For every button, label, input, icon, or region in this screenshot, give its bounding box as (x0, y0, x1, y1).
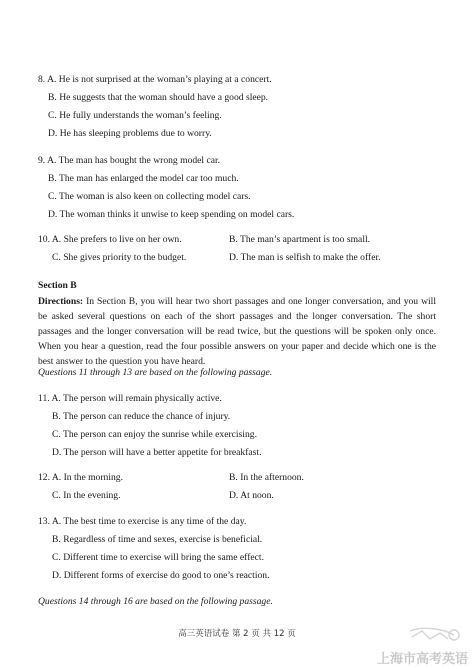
page-footer: 高三英语试卷 第 2 页 共 12 页 (178, 629, 296, 639)
q10-option-b: B. The man’s apartment is too small. (229, 234, 371, 245)
q13-option-b: B. Regardless of time and sexes, exercise is beneficial. (52, 534, 263, 545)
directions-text: In Section B, you will hear two short passages and one longer conversation, and you will be asked several questions on each of the short passages and the longer conversation. The short passages and the longer conversation will be read twice, but the questions will be spoken only once. When you hear a question, read the four possible answers on your paper and decide which one is the best answer to the question you have heard. (38, 296, 436, 367)
q13-option-c: C. Different time to exercise will bring the same effect. (52, 552, 264, 563)
directions-label: Directions: (38, 296, 84, 307)
section-b-title: Section B (38, 280, 77, 291)
section-b-directions (38, 294, 436, 369)
q8-option-a: 8. A. He is not surprised at the woman’s playing at a concert. (38, 74, 272, 85)
watermark-text: 上海市高考英语 (376, 652, 468, 667)
q10-option-a: 10. A. She prefers to live on her own. (38, 234, 182, 245)
q8-option-c: C. He fully understands the woman’s feeling. (48, 110, 222, 121)
q11-option-a: 11. A. The person will remain physically active. (38, 393, 222, 404)
q10-option-d: D. The man is selfish to make the offer. (229, 252, 381, 263)
watermark-logo (350, 625, 470, 667)
q13-option-d: D. Different forms of exercise do good to one’s reaction. (52, 570, 270, 581)
q8-option-d: D. He has sleeping problems due to worry. (48, 128, 212, 139)
q12-option-b: B. In the afternoon. (229, 472, 304, 483)
q9-option-a: 9. A. The man has bought the wrong model car. (38, 155, 221, 166)
instruction-11-13: Questions 11 through 13 are based on the following passage. (38, 367, 273, 378)
q12-option-a: 12. A. In the morning. (38, 472, 124, 483)
q8-option-b: B. He suggests that the woman should have a good sleep. (48, 92, 269, 103)
instruction-14-16: Questions 14 through 16 are based on the following passage. (38, 596, 273, 607)
q12-option-d: D. At noon. (229, 490, 274, 501)
q11-option-b: B. The person can reduce the chance of injury. (52, 411, 231, 422)
q9-option-b: B. The man has enlarged the model car too much. (48, 173, 239, 184)
q10-option-c: C. She gives priority to the budget. (52, 252, 187, 263)
q13-option-a: 13. A. The best time to exercise is any time of the day. (38, 516, 247, 527)
q12-option-c: C. In the evening. (52, 490, 121, 501)
q9-option-d: D. The woman thinks it unwise to keep spending on model cars. (48, 209, 295, 220)
q11-option-c: C. The person can enjoy the sunrise while exercising. (52, 429, 257, 440)
q9-option-c: C. The woman is also keen on collecting model cars. (48, 191, 251, 202)
q11-option-d: D. The person will have a better appetite for breakfast. (52, 447, 262, 458)
